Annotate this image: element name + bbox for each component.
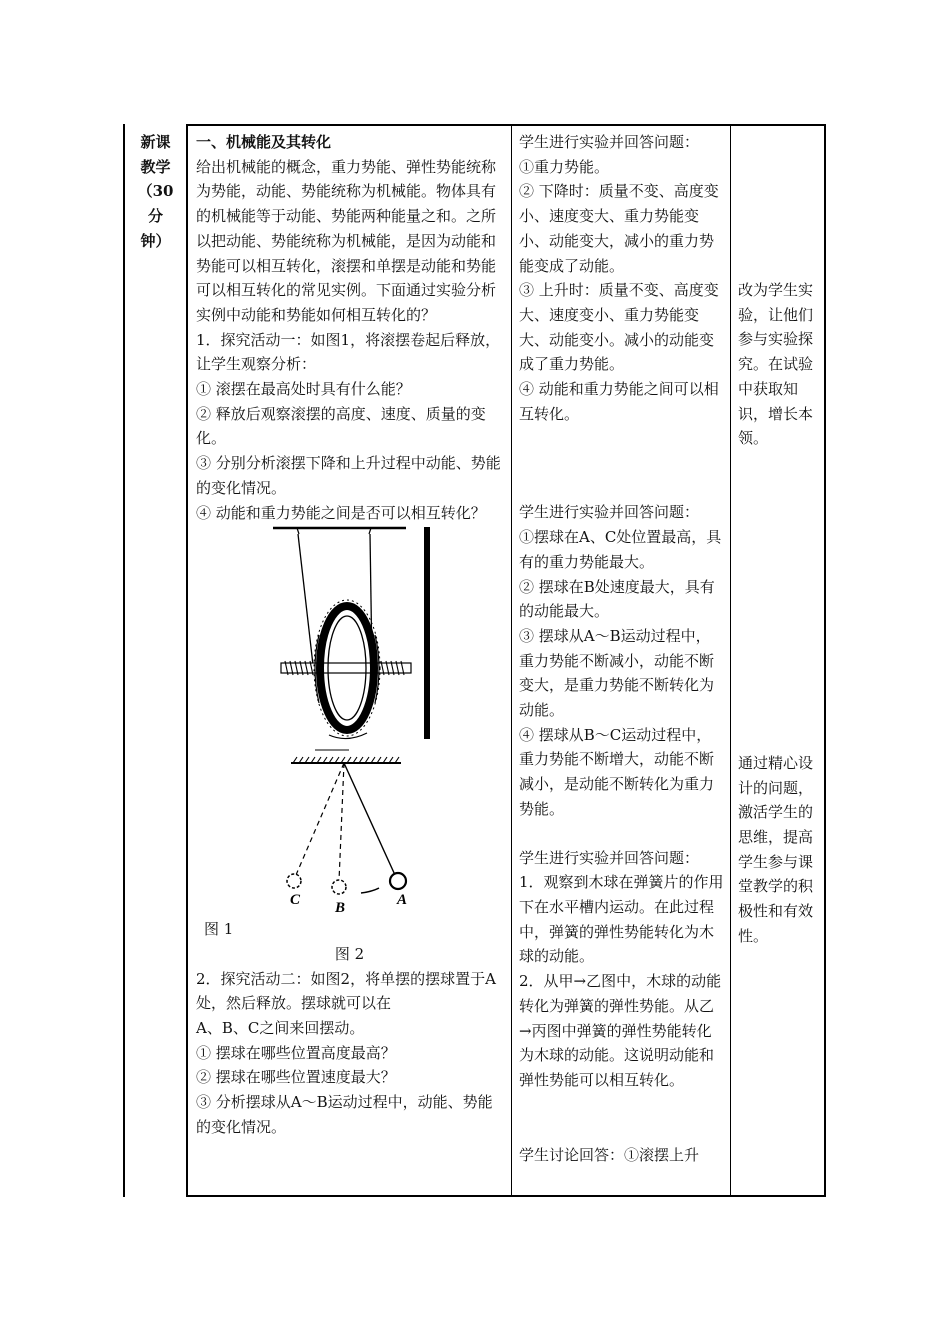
activity2-lead-2: A、B、C之间来回摆动。 — [196, 1019, 365, 1038]
teacher-activity-cell — [186, 124, 512, 1197]
simple-pendulum-figure — [271, 747, 446, 917]
answer-2-2: ② 摆球在B处速度最大，具有的动能最大。 — [519, 577, 715, 621]
section-label-cell — [123, 124, 186, 1197]
label-c: C — [290, 892, 301, 909]
answer-2-3: ③ 摆球从A～B运动过程中，重力势能不断减小，动能不断变大，是重力势能不断转化为动能。 — [519, 626, 715, 720]
label-b: B — [335, 900, 346, 917]
label-a: A — [397, 892, 408, 909]
answer-1-1: ①重力势能。 — [519, 157, 610, 176]
answer-2-4: ④ 摆球从B～C运动过程中，重力势能不断增大，动能不断减小，是动能不断转化为重力势能。 — [519, 725, 715, 818]
answer-1-4: ④ 动能和重力势能之间可以相互转化。 — [519, 380, 719, 423]
activity2-lead: 2．探究活动二：如图2，将单摆的摆球置于A处，然后释放。摆球就可以在 — [196, 969, 496, 1013]
activity1-lead: 1．探究活动一：如图1，将滚摆卷起后释放，让学生观察分析： — [196, 330, 501, 374]
section-heading: 一、机械能及其转化 — [196, 133, 332, 151]
activity1-question-2: ② 释放后观察滚摆的高度、速度、质量的变化。 — [196, 404, 486, 448]
activity1-question-3: ③ 分别分析滚摆下降和上升过程中动能、势能的变化情况。 — [196, 454, 501, 497]
activity1-question-4: ④ 动能和重力势能之间是否可以相互转化？ — [196, 503, 486, 522]
answer-2-1: ①摆球在A、C处位置最高，具有的重力势能最大。 — [519, 528, 722, 571]
activity2-question-3: ③ 分析摆球从A～B运动过程中，动能、势能的变化情况。 — [196, 1093, 493, 1136]
activity2-question-2: ② 摆球在哪些位置速度最大？ — [196, 1068, 396, 1087]
intro-paragraph: 给出机械能的概念，重力势能、弹性势能统称为势能，动能、势能统称为机械能。物体具有的机械能等于动能、势能两种能量之和。之所以把动能、势能统称为机械能，是因为动能和势能可以相互转化，滚摆和单摆是动能和势能可以相互转化的常见实例。下面通过实验分析实例中动能和势能如何相互转化的？ — [196, 157, 497, 324]
design-intent-cell — [731, 124, 826, 1197]
answer-1-2: ② 下降时：质量不变、高度变小、速度变大、重力势能变小、动能变大，减小的重力势能变成了动能。 — [519, 182, 719, 275]
student-activity-cell — [512, 124, 731, 1197]
section-label: 新课 教学 （30 分 钟） — [137, 133, 174, 250]
answer-1-3: ③ 上升时：质量不变、高度变大、速度变小、重力势能变大、动能变小。减小的动能变成了重力势能。 — [519, 281, 719, 374]
answer-section-2-head: 学生进行实验并回答问题： — [519, 503, 700, 522]
answer-3-1: 1．观察到木球在弹簧片的作用下在水平槽内运动。在此过程中，弹簧的弹性势能转化为木球的动能。 — [519, 873, 724, 966]
maxwell-wheel-figure — [271, 525, 446, 747]
design-note-2: 通过精心设计的问题，激活学生的思维，提高学生参与课堂教学的积极性和有效性。 — [738, 753, 814, 945]
answer-section-1-head: 学生进行实验并回答问题： — [519, 133, 700, 151]
spacer — [519, 1093, 724, 1143]
activity2-question-1: ① 摆球在哪些位置高度最高？ — [196, 1043, 396, 1062]
spacer — [738, 451, 818, 751]
answer-section-3-head: 学生进行实验并回答问题： — [519, 848, 700, 867]
spacer — [738, 126, 818, 278]
activity1-question-1: ① 滚摆在最高处时具有什么能？ — [196, 380, 411, 399]
answer-3-2: 2．从甲→乙图中，木球的动能转化为弹簧的弹性势能。从乙→丙图中弹簧的弹性势能转化为木球的动能。这说明动能和弹性势能可以相互转化。 — [519, 972, 722, 1089]
figure-1-caption: 图 1 — [204, 920, 234, 939]
answer-section-4-head: 学生讨论回答：①滚摆上升 — [519, 1145, 700, 1164]
design-note-1: 改为学生实验，让他们参与实验探究。在试验中获取知识，增长本领。 — [738, 281, 814, 448]
spacer — [519, 822, 724, 846]
figure-2-caption: 图 2 — [334, 944, 365, 963]
spacer — [519, 426, 724, 500]
lesson-table — [123, 124, 826, 1197]
